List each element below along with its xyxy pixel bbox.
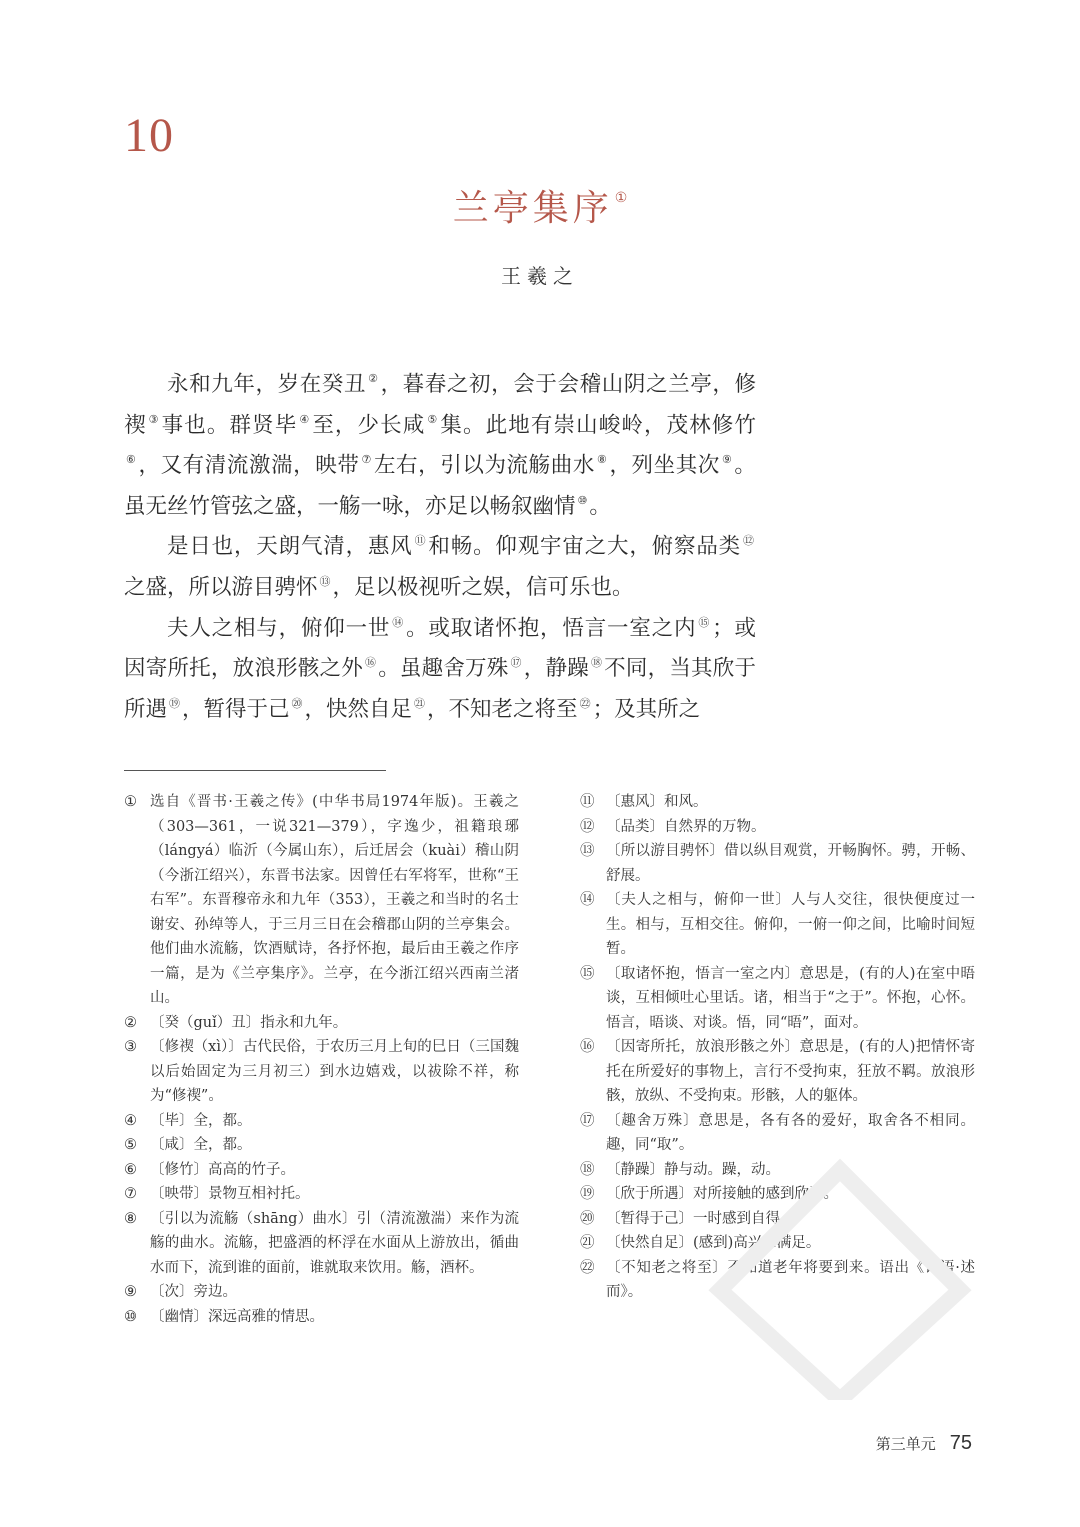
body-text-segment: 永和九年，岁在癸丑 (167, 372, 367, 397)
footnote-number: ㉑ (580, 1235, 595, 1251)
footnote-number: ⑯ (580, 1039, 595, 1055)
footnote-number: ⑧ (124, 1210, 137, 1227)
footnote-item (124, 1109, 519, 1134)
note-marker: ⑥ (126, 453, 137, 467)
footnote-item (580, 1035, 975, 1109)
note-marker: ⑧ (596, 453, 608, 467)
body-text-segment: ，暮春之初，会于会稽山阴之兰亭，修禊 (124, 372, 756, 438)
body-text-segment: 。或取诸怀抱，悟言一室之内 (406, 615, 697, 641)
note-marker: ② (368, 372, 379, 385)
body-text-segment: 事也。群贤毕 (161, 412, 298, 438)
footnote-text: 〔品类〕自然界的万物。 (606, 818, 766, 835)
footnote-item (124, 1158, 519, 1183)
footnote-number: ⑩ (124, 1308, 137, 1325)
footnote-number: ③ (124, 1039, 137, 1055)
footnote-number: ⑪ (580, 794, 595, 810)
footnote-item (124, 1305, 519, 1330)
footnote-item (580, 839, 975, 888)
footnote-text: 〔暂得于己〕一时感到自得。 (606, 1210, 795, 1227)
footnote-item (580, 1158, 975, 1183)
note-marker: ㉑ (414, 696, 426, 710)
footnote-number: ⑭ (580, 892, 595, 908)
footnote-item (124, 1182, 519, 1207)
footnote-item (580, 1207, 975, 1232)
body-text-segment: 至，少长咸 (312, 412, 426, 438)
footnote-number: ② (124, 1014, 137, 1031)
footnote-item (580, 962, 975, 1036)
footnotes-left-column (124, 790, 519, 1329)
note-marker: ⑯ (364, 656, 377, 670)
footnote-number: ⑰ (580, 1112, 595, 1129)
note-marker: ⑤ (427, 412, 439, 426)
footnote-text: 〔修禊（xì）〕古代民俗，于农历三月上旬的巳日（三国魏以后始固定为三月初三）到水边嬉戏，以祓除不祥，称为“修禊”。 (150, 1039, 519, 1104)
body-text-segment: 夫人之相与，俯仰一世 (167, 615, 391, 641)
body-text-segment: 不同，当其欣于所遇 (124, 656, 757, 722)
body-text-segment: ；或因寄所托，放浪形骸之外 (124, 615, 756, 682)
body-text-segment: ，足以极视听之娱，信可乐也。 (332, 574, 634, 600)
body-text-segment: ，列坐其次 (609, 453, 720, 479)
note-marker: ⑱ (590, 656, 603, 670)
footnote-number: ⑳ (580, 1210, 595, 1227)
note-marker: ⑬ (319, 574, 331, 588)
body-text-segment: 。虽无丝竹管弦之盛，一觞一咏，亦足以畅叙幽情 (124, 453, 756, 519)
lesson-number: 10 (124, 109, 174, 162)
footnote-item (124, 790, 519, 1011)
footnote-text: 〔引以为流觞（shāng）曲水〕引（清流激湍）来作为流觞的曲水。流觞，把盛酒的杯浮在水面从上游放出，循曲水而下，流到谁的面前，谁就取来饮用。觞，酒杯。 (150, 1210, 519, 1276)
footnote-text: 〔次〕旁边。 (150, 1284, 237, 1300)
body-paragraph (124, 606, 756, 728)
footnote-item (580, 1256, 975, 1305)
footnote-text: 〔毕〕全，都。 (150, 1112, 252, 1129)
footnote-item (580, 1182, 975, 1207)
note-marker: ⑫ (742, 534, 754, 548)
body-text-segment: 。 (589, 493, 611, 519)
note-marker: ⑰ (510, 656, 522, 670)
footnote-number: ⑤ (124, 1137, 137, 1153)
footnote-item (580, 790, 975, 815)
note-marker: ⑲ (169, 696, 181, 710)
body-text-segment: 。虽趣舍万殊 (378, 656, 509, 682)
footnote-number: ⑬ (580, 843, 595, 859)
title-text: 兰亭集序 (452, 188, 613, 229)
footnote-text: 〔癸（guǐ）丑〕指永和九年。 (150, 1014, 348, 1031)
note-marker: ④ (299, 412, 311, 426)
unit-label: 第三单元 (875, 1435, 936, 1453)
footnote-text: 〔趣舍万殊〕意思是，各有各的爱好，取舍各不相同。趣，同“取”。 (606, 1112, 975, 1153)
body-text-segment: 是日也，天朗气清，惠风 (167, 534, 413, 560)
note-marker: ⑨ (721, 453, 733, 467)
footnote-number: ⑨ (124, 1284, 137, 1300)
footnote-text: 〔所以游目骋怀〕借以纵目观赏，开畅胸怀。骋，开畅、舒展。 (606, 843, 975, 884)
footnote-text: 〔咸〕全，都。 (150, 1137, 252, 1153)
author-name: 王羲之 (501, 264, 579, 288)
footnote-text: 选自《晋书·王羲之传》(中华书局1974年版)。王羲之（303—361，一说321—379），字逸少，祖籍琅琊（lángyá）临沂（今属山东），后迁居会（kuài）稽山阴（今浙江绍兴），东晋书法家。因曾任右军将军，世称“王右军”。东晋穆帝永和九年（353），王羲之和当时的名士谢安、孙绰等人，于三月三日在会稽郡山阴的兰亭集会。他们曲水流觞，饮酒赋诗，各抒怀抱，最后由王羲之作序一篇，是为《兰亭集序》。兰亭，在今浙江绍兴西南兰渚山。 (150, 794, 519, 1006)
page-footer (876, 1432, 972, 1455)
note-marker: ㉒ (579, 696, 591, 710)
footnote-item (580, 888, 975, 962)
footnote-item (124, 1280, 519, 1305)
footnotes-right-column (580, 790, 975, 1305)
footnote-item (580, 815, 975, 840)
footnote-text: 〔不知老之将至〕不知道老年将要到来。语出《论语·述而》。 (606, 1259, 975, 1300)
footnote-text: 〔夫人之相与，俯仰一世〕人与人交往，很快便度过一生。相与，互相交往。俯仰，一俯一仰之间，比喻时间短暂。 (606, 892, 975, 957)
body-text-segment: 集。此地有崇山峻岭，茂林修竹 (440, 412, 756, 438)
note-marker: ⑭ (392, 615, 405, 629)
footnote-item (124, 1133, 519, 1158)
footnote-text: 〔惠风〕和风。 (606, 794, 708, 810)
footnote-text: 〔修竹〕高高的竹子。 (150, 1161, 295, 1178)
footnote-number: ① (124, 794, 137, 810)
footnote-text: 〔因寄所托，放浪形骸之外〕意思是，(有的人)把情怀寄托在所爱好的事物上，言行不受拘束，狂放不羁。放浪形骸，放纵、不受拘束。形骸，人的躯体。 (606, 1039, 975, 1104)
footnote-item (124, 1207, 519, 1281)
body-text-segment: 和畅。仰观宇宙之大，俯察品类 (428, 534, 741, 560)
body-text-segment: ，暂得于己 (182, 696, 290, 722)
note-marker: ③ (148, 412, 160, 426)
footnote-text: 〔静躁〕静与动。躁，动。 (606, 1161, 780, 1178)
footnote-number: ⑱ (580, 1161, 595, 1178)
footnote-item (580, 1231, 975, 1256)
title-note-marker: ① (614, 190, 628, 206)
page-number: 75 (949, 1432, 972, 1454)
footnote-text: 〔幽情〕深远高雅的情思。 (150, 1308, 324, 1325)
note-marker: ⑮ (698, 615, 711, 629)
footnote-number: ⑲ (580, 1186, 595, 1202)
footnote-text: 〔欣于所遇〕对所接触的感到欣喜。 (606, 1186, 838, 1202)
footnote-item (580, 1109, 975, 1158)
body-text-segment: ；及其所之 (592, 696, 701, 722)
body-text-segment: ，静躁 (523, 656, 589, 682)
footnote-number: ⑦ (124, 1186, 137, 1202)
note-marker: ⑦ (361, 453, 372, 467)
note-marker: ⑪ (414, 534, 427, 548)
footnote-text: 〔映带〕景物互相衬托。 (150, 1186, 310, 1202)
body-paragraph (124, 524, 756, 605)
body-text-segment: 左右，引以为流觞曲水 (373, 453, 595, 479)
footnote-number: ⑮ (580, 965, 595, 982)
footnote-item (124, 1035, 519, 1109)
footnote-item (124, 1011, 519, 1036)
main-text (124, 362, 756, 727)
footnote-number: ⑫ (580, 818, 595, 835)
footnote-text: 〔取诸怀抱，悟言一室之内〕意思是，(有的人)在室中晤谈，互相倾吐心里话。诸，相当于“之于”。怀抱，心怀。悟言，晤谈、对谈。悟，同“晤”，面对。 (606, 965, 975, 1031)
note-marker: ⑳ (291, 696, 303, 710)
footnote-number: ④ (124, 1112, 137, 1129)
footnote-number: ㉒ (580, 1259, 595, 1276)
body-text-segment: 之盛，所以游目骋怀 (124, 574, 318, 600)
body-text-segment: ，不知老之将至 (427, 696, 578, 722)
footnote-number: ⑥ (124, 1161, 137, 1178)
body-paragraph (124, 362, 756, 524)
body-text-segment: ，快然自足 (304, 696, 413, 722)
footnote-text: 〔快然自足〕(感到)高兴和满足。 (606, 1235, 821, 1251)
note-marker: ⑩ (577, 493, 588, 507)
footnote-divider (124, 770, 386, 771)
page-title (0, 180, 1080, 231)
body-text-segment: ，又有清流激湍，映带 (138, 453, 360, 479)
